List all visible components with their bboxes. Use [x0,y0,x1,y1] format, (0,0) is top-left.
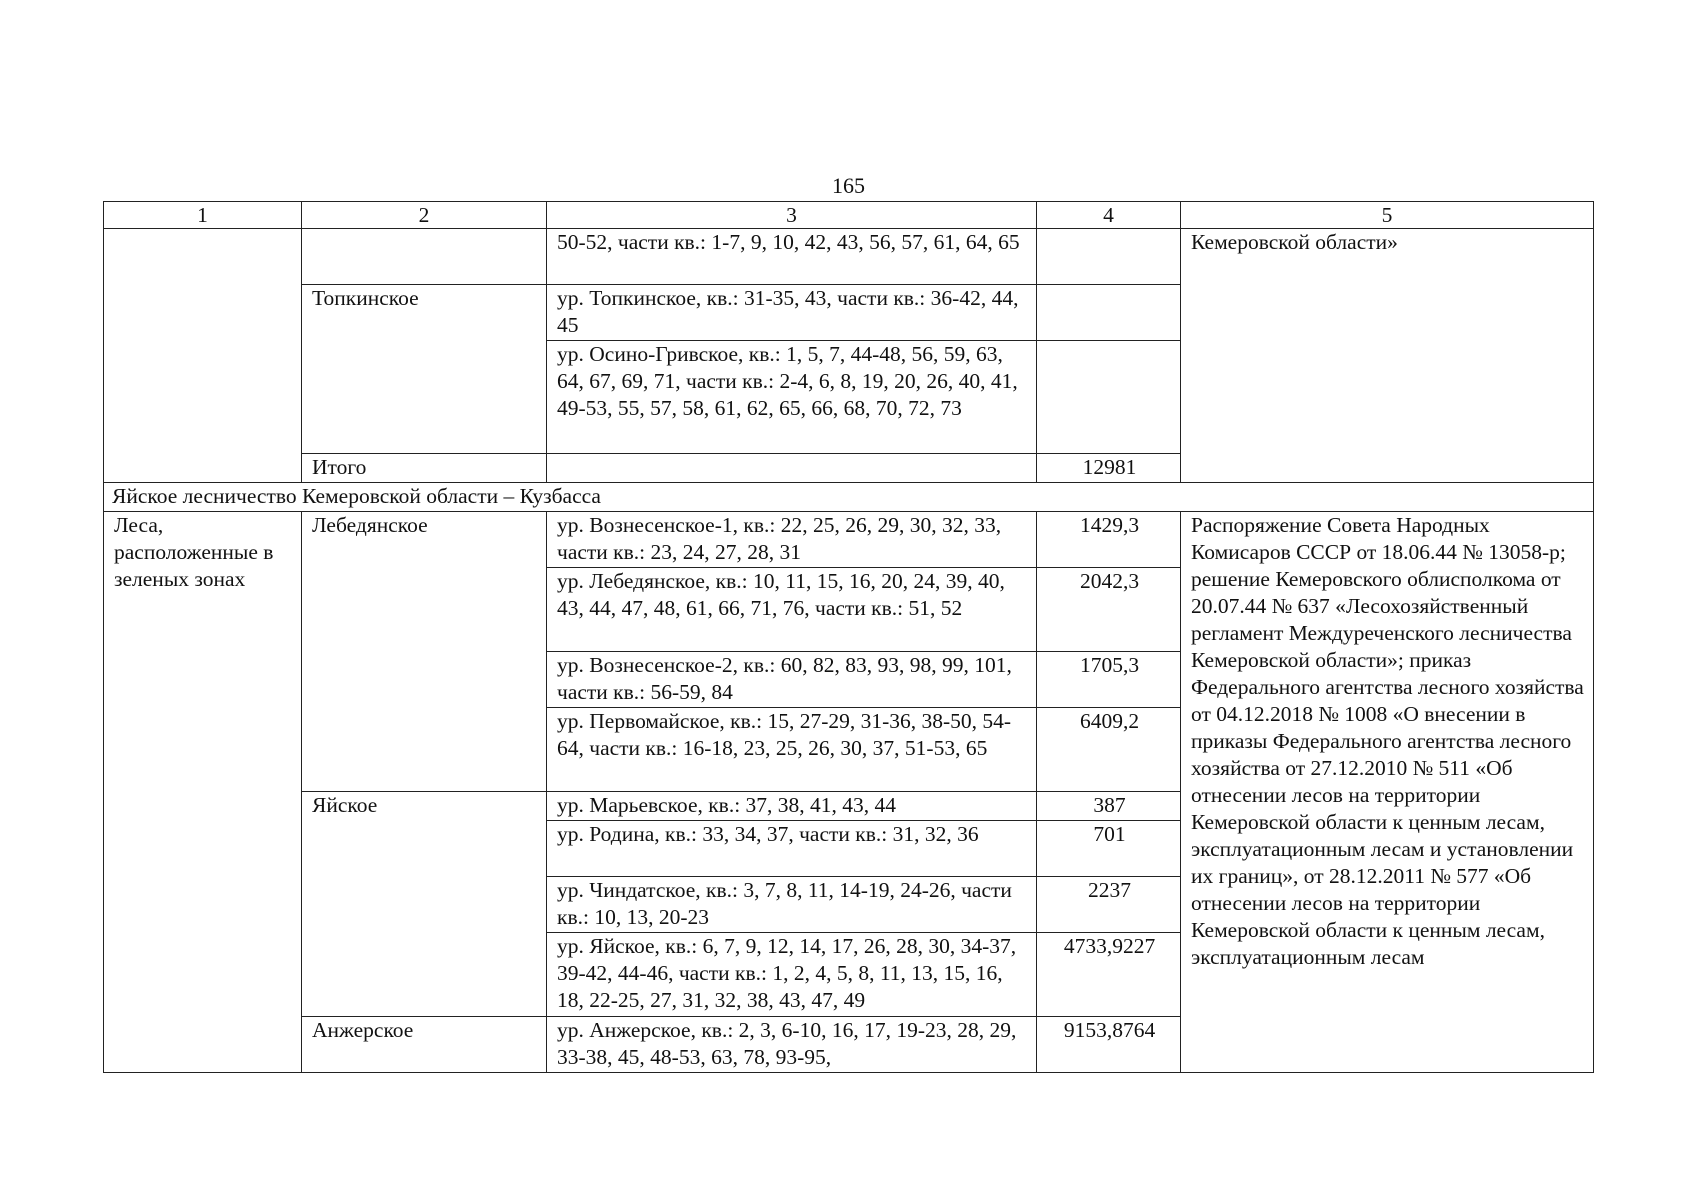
location-cell: ур. Топкинское, кв.: 31-35, 43, части кв.: 36-42, 44, 45 [547,285,1037,341]
forestry-cell: Анжерское [302,1017,547,1073]
location-cell: ур. Яйское, кв.: 6, 7, 9, 12, 14, 17, 26, 28, 30, 34-37, 39-42, 44-46, части кв.: 1, 2, 4, 5, 8, 11, 13, 15, 16, 18, 22-25, 27, 31, 32, 38, 43, 47, 49 [547,933,1037,1017]
table-row [104,229,1594,285]
column-header: 5 [1181,202,1594,229]
location-cell: ур. Лебедянское, кв.: 10, 11, 15, 16, 20, 24, 39, 40, 43, 44, 47, 48, 61, 66, 71, 76, части кв.: 51, 52 [547,568,1037,652]
location-cell: ур. Анжерское, кв.: 2, 3, 6-10, 16, 17, 19-23, 28, 29, 33-38, 45, 48-53, 63, 78, 93-95, [547,1017,1037,1073]
category-cell: Леса, расположенные в зеленых зонах [104,512,302,1073]
column-number-row [104,202,1594,229]
area-cell: 6409,2 [1037,708,1181,792]
location-cell: ур. Родина, кв.: 33, 34, 37, части кв.: 31, 32, 36 [547,821,1037,877]
forestry-cell: Яйское [302,792,547,1017]
total-value: 12981 [1037,454,1181,483]
area-cell: 2042,3 [1037,568,1181,652]
area-cell: 701 [1037,821,1181,877]
forestry-cell: Лебедянское [302,512,547,792]
forest-regulation-table [103,201,1594,1073]
total-label: Итого [302,454,547,483]
page-number: 165 [832,173,865,198]
area-cell: 1705,3 [1037,652,1181,708]
column-header: 2 [302,202,547,229]
location-cell: ур. Чиндатское, кв.: 3, 7, 8, 11, 14-19, 24-26, части кв.: 10, 13, 20-23 [547,877,1037,933]
location-cell: ур. Вознесенское-2, кв.: 60, 82, 83, 93, 98, 99, 101, части кв.: 56-59, 84 [547,652,1037,708]
forestry-cell [302,229,547,285]
area-cell: 9153,8764 [1037,1017,1181,1073]
section-title: Яйское лесничество Кемеровской области – Кузбасса [104,483,1594,512]
column-header: 4 [1037,202,1181,229]
table-row [104,512,1594,568]
location-cell [547,454,1037,483]
location-cell: ур. Вознесенское-1, кв.: 22, 25, 26, 29, 30, 32, 33, части кв.: 23, 24, 27, 28, 31 [547,512,1037,568]
basis-cell: Распоряжение Совета Народных Комисаров СССР от 18.06.44 № 13058-р; решение Кемеровского облисполкома от 20.07.44 № 637 «Лесохозяйственный регламент Междуреченского лесничества Кемеровской области»; приказ Федерального агентства лесного хозяйства от 04.12.2018 № 1008 «О внесении в приказы Федерального агентства лесного хозяйства от 27.12.2010 № 511 «Об отнесении лесов на территории Кемеровской области к ценным лесам, эксплуатационным лесам и установлении их границ», от 28.12.2011 № 577 «Об отнесении лесов на территории Кемеровской области к ценным лесам, эксплуатационным лесам [1181,512,1594,1073]
column-header: 1 [104,202,302,229]
area-cell: 387 [1037,792,1181,821]
area-cell [1037,285,1181,341]
area-cell: 4733,9227 [1037,933,1181,1017]
location-cell: ур. Марьевское, кв.: 37, 38, 41, 43, 44 [547,792,1037,821]
location-cell: 50-52, части кв.: 1-7, 9, 10, 42, 43, 56, 57, 61, 64, 65 [547,229,1037,285]
section-heading-row [104,483,1594,512]
area-cell [1037,229,1181,285]
area-cell [1037,341,1181,454]
area-cell: 2237 [1037,877,1181,933]
area-cell: 1429,3 [1037,512,1181,568]
basis-cell: Кемеровской области» [1181,229,1594,483]
category-cell [104,229,302,483]
location-cell: ур. Осино-Гривское, кв.: 1, 5, 7, 44-48, 56, 59, 63, 64, 67, 69, 71, части кв.: 2-4, 6, 8, 19, 20, 26, 40, 41, 49-53, 55, 57, 58, 61, 62, 65, 66, 68, 70, 72, 73 [547,341,1037,454]
forestry-cell: Топкинское [302,285,547,454]
location-cell: ур. Первомайское, кв.: 15, 27-29, 31-36, 38-50, 54-64, части кв.: 16-18, 23, 25, 26, 30, 37, 51-53, 65 [547,708,1037,792]
column-header: 3 [547,202,1037,229]
